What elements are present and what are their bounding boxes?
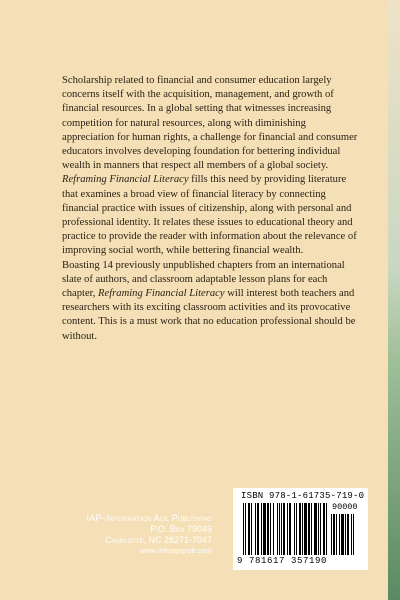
barcode-bar — [302, 503, 303, 555]
addon-bar — [353, 514, 354, 555]
barcode-bar — [279, 503, 280, 555]
barcode-bar — [261, 503, 262, 555]
barcode-digits: 9 781617 357190 — [237, 556, 328, 566]
publisher-website: www.infoagepub.com — [140, 548, 212, 555]
description-block — [62, 74, 358, 344]
description-paragraph-2 — [62, 173, 358, 258]
paragraph-2-text: fills this need by providing literature that examines a broad view of financial literacy by connecting financial practice with issues of citizenship, along with personal and professional identity. It relates these issues to educational theory and practice to provide the reader with information about the relevance of improving social worth, while bettering financial wealth. — [62, 174, 357, 257]
barcode-bar — [289, 503, 291, 555]
barcode-bar — [251, 503, 252, 555]
decorative-edge-strip — [388, 0, 400, 600]
barcode-bar — [318, 503, 319, 555]
barcode-bar — [314, 503, 317, 555]
barcode-bar — [277, 503, 278, 555]
barcode-bar — [287, 503, 288, 555]
publisher-name: IAP–Information Age Publishing — [86, 513, 212, 523]
barcode-bar — [308, 503, 310, 555]
barcode-bar — [326, 503, 327, 555]
publisher-address-line-1: P.O. Box 79049 — [150, 524, 212, 534]
addon-bar — [347, 514, 349, 555]
barcode-bar — [281, 503, 282, 555]
book-title-italic: Reframing Financial Literacy — [62, 174, 189, 186]
description-paragraph-3 — [62, 259, 358, 344]
barcode-bar — [273, 503, 274, 555]
addon-bar — [336, 514, 337, 555]
book-title-italic: Reframing Financial Literacy — [98, 288, 225, 300]
barcode-bar — [243, 503, 244, 555]
addon-bar — [333, 514, 335, 555]
publisher-info — [62, 513, 212, 557]
addon-bar — [351, 514, 352, 555]
addon-bar — [345, 514, 346, 555]
barcode-bar — [299, 503, 301, 555]
addon-bar — [339, 514, 340, 555]
barcode-bar — [283, 503, 285, 555]
barcode-bar — [320, 503, 321, 555]
barcode-bar — [304, 503, 307, 555]
barcode-bar — [245, 503, 246, 555]
isbn-barcode — [233, 488, 368, 570]
barcode-bar — [267, 503, 269, 555]
barcode-bar — [323, 503, 325, 555]
description-paragraph-1 — [62, 74, 358, 173]
isbn-label: ISBN 978-1-61735-719-0 — [241, 491, 365, 501]
barcode-bar — [257, 503, 259, 555]
barcode-bar — [263, 503, 266, 555]
barcode-bar — [311, 503, 312, 555]
paragraph-3-text: will interest both teachers and researchers with its exciting classroom activities and its provocative content. This is a must work that no education professional should be without. — [62, 288, 356, 342]
addon-bar — [331, 514, 332, 555]
price-addon-label: 90000 — [332, 502, 358, 512]
paragraph-3-start: Boasting 14 previously unpublished chapters from an international slate of authors, and classroom adaptable lesson plans for each chapter, — [62, 259, 345, 300]
ean13-barcode-bars — [243, 503, 329, 555]
paragraph-1-text: Scholarship related to financial and consumer education largely concerns itself with the acquisition, management, and growth of financial resources. In a global setting that witnesses increasing competition for natural resources, along with diminishing appreciation for human rights, a challenge for financial and consumer educators involves developing foundation for bettering individual wealth in manners that respect all members of a global society. — [62, 75, 358, 172]
addon-bar — [341, 514, 344, 555]
publisher-address-line-2: Charlotte, NC 28271-7047 — [104, 535, 212, 545]
barcode-bar — [255, 503, 256, 555]
barcode-bar — [270, 503, 271, 555]
barcode-bar — [294, 503, 295, 555]
addon-barcode-bars — [331, 514, 361, 555]
barcode-bar — [296, 503, 297, 555]
barcode-bar — [248, 503, 250, 555]
